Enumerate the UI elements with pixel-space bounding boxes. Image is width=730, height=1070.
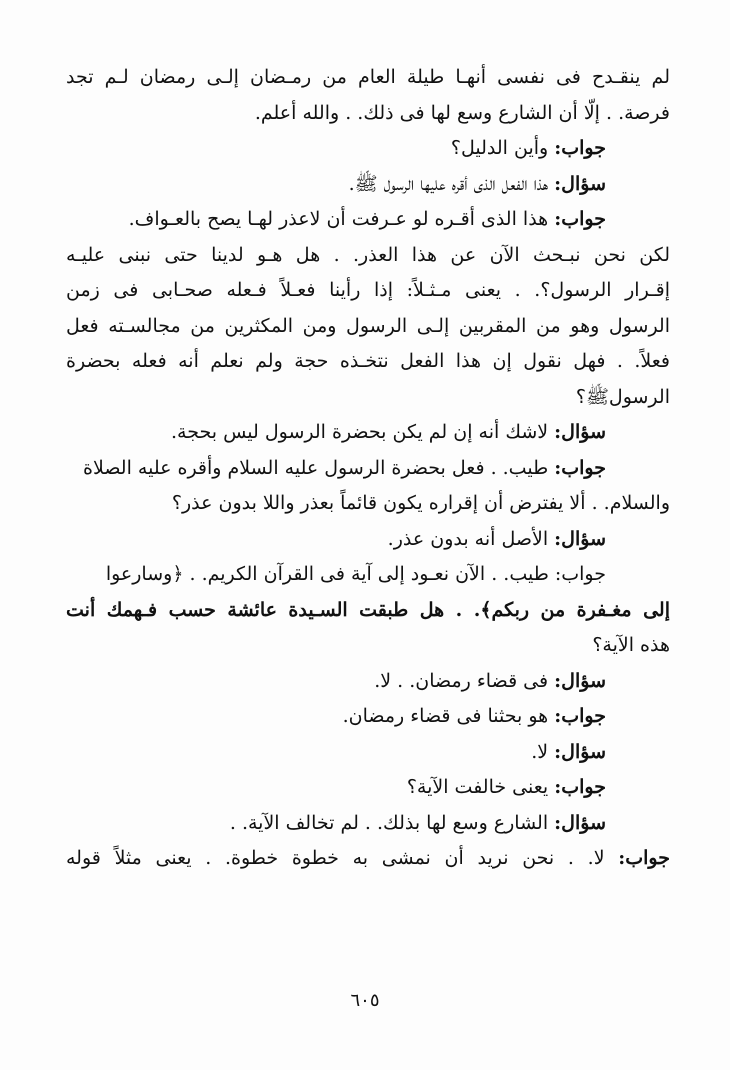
text-line-22 xyxy=(66,806,670,842)
text-line-3 xyxy=(66,131,670,167)
text-line-16 xyxy=(66,593,670,629)
text-line-17 xyxy=(66,628,670,664)
line-text: هذا الذى أقـره لو عـرفت أن لاعذر لهـا يصح بالعـواف. xyxy=(128,208,549,230)
text-line-7 xyxy=(66,273,670,309)
text-line-15 xyxy=(66,557,670,593)
speaker-label: سؤال: xyxy=(554,421,606,443)
speaker-label: سؤال: xyxy=(554,811,606,834)
line-text: هو بحثنا فى قضاء رمضان. xyxy=(342,705,549,727)
speaker-label: سؤال: xyxy=(554,669,606,692)
line-text: فى قضاء رمضان. . لا. xyxy=(374,669,549,692)
line-text: الرسولﷺ؟ xyxy=(575,385,670,408)
line-text: فرصة. . إلّا أن الشارع وسع لها فى ذلك. . والله أعلم. xyxy=(254,101,670,124)
text-line-5 xyxy=(66,202,670,238)
speaker-label: سؤال: xyxy=(554,740,606,763)
page-number: ٦٠٥ xyxy=(350,990,380,1011)
text-line-23 xyxy=(66,841,670,877)
line-text: إقـرار الرسول؟. . يعنى مـثـلاً: إذا رأينا فعـلاً فـعله صحـابى فى زمن xyxy=(66,279,670,301)
line-text: طيب. . فعل بحضرة الرسول عليه السلام وأقره عليه الصلاة xyxy=(83,456,549,479)
line-text: لاشك أنه إن لم يكن بحضرة الرسول ليس بحجة. xyxy=(171,421,549,443)
speaker-label: جواب: xyxy=(554,456,606,479)
line-text: إلى مغـفرة من ربكم﴾. . هل طبقت السـيدة عائشة حسب فـهمك أنت xyxy=(66,598,670,621)
text-line-11 xyxy=(66,415,670,451)
text-line-14 xyxy=(66,522,670,558)
line-text: الأصل أنه بدون عذر. xyxy=(387,527,549,550)
text-line-6 xyxy=(66,238,670,274)
line-text: لكن نحن نبـحث الآن عن هذا العذر. . هل هـو لدينا حتى نبنى عليـه xyxy=(66,243,670,266)
speaker-label: جواب: xyxy=(554,137,606,159)
speaker-label: جواب: xyxy=(554,776,606,798)
line-text: لا. . نحن نريد أن نمشى به خطوة خطوة. . يعنى مثلاً قوله xyxy=(66,847,605,869)
line-text: هذه الآية؟ xyxy=(592,634,670,656)
speaker-label: جواب: xyxy=(554,208,606,230)
line-text: يعنى خالفت الآية؟ xyxy=(406,776,549,798)
text-line-4 xyxy=(66,167,670,203)
speaker-label: سؤال: xyxy=(554,527,606,550)
text-line-12 xyxy=(66,451,670,487)
line-text: وأين الدليل؟ xyxy=(450,137,549,159)
line-text: فعلاً. . فهل نقول إن هذا الفعل نتخـذه حجة ولم نعلم أنه فعله بحضرة xyxy=(66,350,670,372)
speaker-label: جواب: xyxy=(554,705,606,727)
line-text: لم ينقـدح فى نفسى أنهـا طيلة العام من رمـضان إلـى رمضان لـم تجد xyxy=(66,66,670,88)
text-line-9 xyxy=(66,344,670,380)
text-line-21 xyxy=(66,770,670,806)
speaker-label: سؤال: xyxy=(554,172,606,195)
line-text: هذا الفعل الذى أقره عليها الرسول ﷺ. xyxy=(348,172,549,195)
text-line-20 xyxy=(66,735,670,771)
line-text: الرسول وهو من المقربين إلـى الرسول ومن المكثرين من مجالسـته فعل xyxy=(66,314,670,337)
text-line-18 xyxy=(66,664,670,700)
text-line-10 xyxy=(66,380,670,416)
text-line-2 xyxy=(66,96,670,132)
text-line-8 xyxy=(66,309,670,345)
text-line-19 xyxy=(66,699,670,735)
line-text: والسلام. . ألا يفترض أن إقراره يكون قائماً بعذر واللا بدون عذر؟ xyxy=(171,492,670,514)
line-text: لا. xyxy=(531,740,549,763)
line-text: جواب: طيب. . الآن نعـود إلى آية فى القرآن الكريم. . ﴿وسارعوا xyxy=(105,563,606,585)
body-text xyxy=(66,60,670,877)
speaker-label: جواب: xyxy=(618,847,670,869)
text-line-13 xyxy=(66,486,670,522)
text-line-1 xyxy=(66,60,670,96)
line-text: الشارع وسع لها بذلك. . لم تخالف الآية. . xyxy=(229,811,549,834)
